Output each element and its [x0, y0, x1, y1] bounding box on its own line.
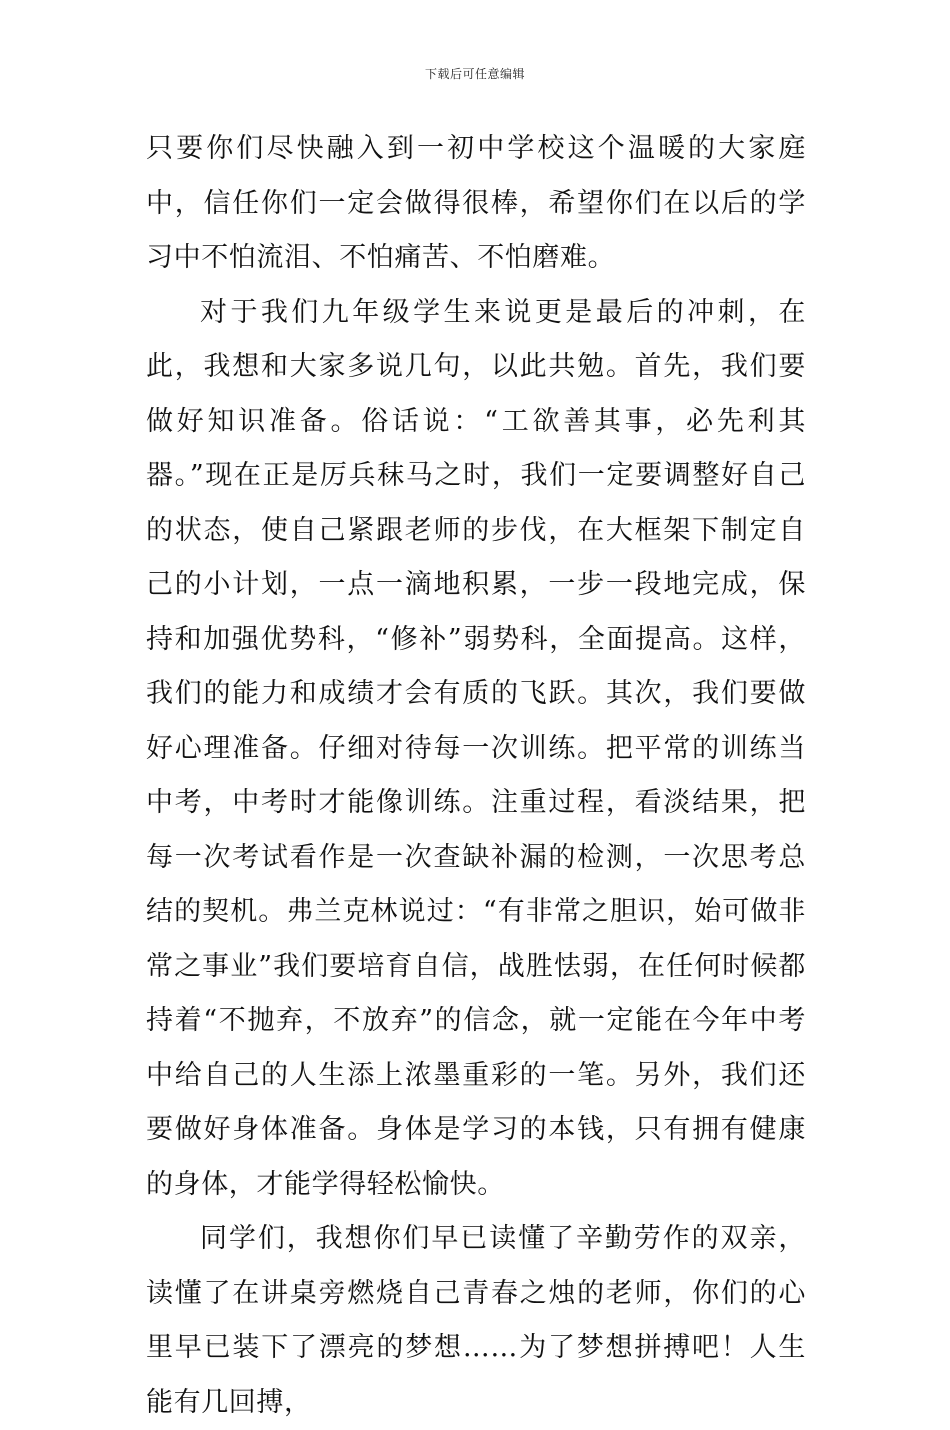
document-body — [146, 122, 806, 1430]
header-note: 下载后可任意编辑 — [424, 67, 525, 81]
paragraph-1: 只要你们尽快融入到一初中学校这个温暖的大家庭中，信任你们一定会做得很棒，希望你们在以后的学习中不怕流泪、不怕痛苦、不怕磨难。 — [146, 133, 806, 273]
paragraph-2: 对于我们九年级学生来说更是最后的冲刺，在此，我想和大家多说几句，以此共勉。首先，我们要做好知识准备。俗话说：“工欲善其事，必先利其器。”现在正是厉兵秣马之时，我们一定要调整好自己的状态，使自己紧跟老师的步伐，在大框架下制定自己的小计划，一点一滴地积累，一步一段地完成，保持和加强优势科，“修补”弱势科，全面提高。这样，我们的能力和成绩才会有质的飞跃。其次，我们要做好心理准备。仔细对待每一次训练。把平常的训练当中考，中考时才能像训练。注重过程，看淡结果，把每一次考试看作是一次查缺补漏的检测，一次思考总结的契机。弗兰克林说过：“有非常之胆识，始可做非常之事业”我们要培育自信，战胜怯弱，在任何时候都持着“不抛弃，不放弃”的信念，就一定能在今年中考中给自己的人生添上浓墨重彩的一笔。另外，我们还要做好身体准备。身体是学习的本钱，只有拥有健康的身体，才能学得轻松愉快。 — [146, 296, 806, 1200]
paragraph-3: 同学们，我想你们早已读懂了辛勤劳作的双亲，读懂了在讲桌旁燃烧自己青春之烛的老师，你们的心里早已装下了漂亮的梦想……为了梦想拼搏吧！人生能有几回搏， — [146, 1223, 806, 1418]
